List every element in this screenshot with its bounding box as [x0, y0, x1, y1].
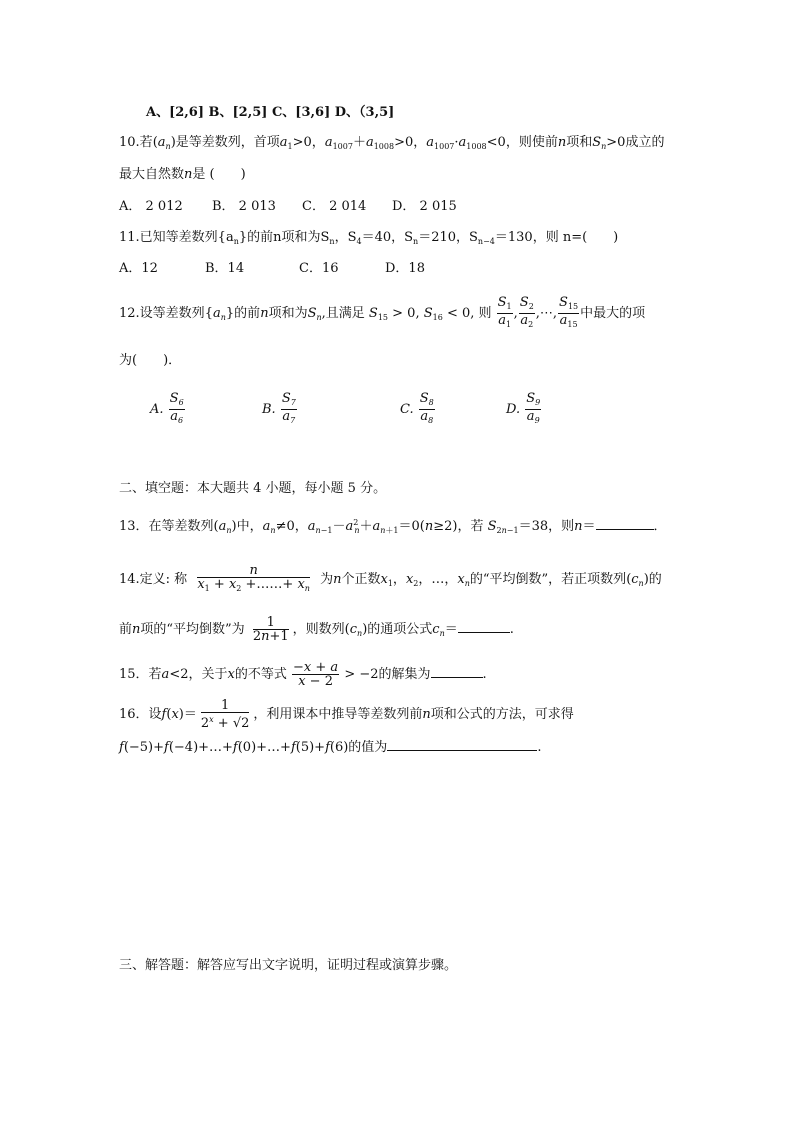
q12-options	[150, 392, 542, 427]
q16-line1: 16．设f(x)＝ $\frac{1}{2^x + √2}$ ，利用课本中推导等差数列前n项和公式的方法，可求得	[119, 698, 574, 731]
q10-options	[119, 199, 457, 215]
section-2-heading: 二、填空题：本大题共 4 小题，每小题 5 分。	[119, 481, 387, 496]
q10-option-b: B． 2 013	[212, 199, 276, 214]
q9-options: A、[2,6] B、[2,5] C、[3,6] D、（3,5]	[146, 105, 395, 120]
q11-option-a: A．12	[119, 261, 158, 276]
q11-option-d: D．18	[385, 261, 425, 276]
q16-line2: f(−5)+f(−4)+…+f(0)+…+f(5)+f(6)的值为 .	[119, 740, 542, 755]
q14-line2: 前n项的“平均倒数”为 $\frac{1}{2n+1}$ ，则数列$(c_n)$的通项公式$c_n=$ .	[119, 615, 514, 644]
q11-option-b: B．14	[205, 261, 245, 276]
q10-option-d: D． 2 015	[392, 199, 457, 214]
q12-option-d: D. $\frac{S_9}{a_9}$	[506, 391, 541, 425]
q13-line: 13．在等差数列$(a_n)$中，$a_n\ne 0$，$a_{n-1}-a^2_n+a_{n+1}=0(n\ge 2)$，若 $S_{2n-1}=38$，则n＝ ．	[119, 518, 667, 535]
q10-line1: 10.若$(a_n)$是等差数列，首项$a_1>0$，$a_{1007}+a_{1008}>0$，$a_{1007}\cdot a_{1008}<0$，则使前n项和$S_n>0$成立的	[119, 135, 665, 151]
q11-line1: 11.已知等差数列$\{a_n\}$的前n项和为$S_n$，$S_4=40$，$S_n=210$，$S_{n-4}=130$，则 n=( )	[119, 230, 619, 246]
q11-option-c: C．16	[299, 261, 339, 276]
q12-option-b: B. $\frac{S_7}{a_7}$	[262, 391, 296, 425]
q14-line1: 14.定义: 称 $\frac{n}{x_1 + x_2 +\dots\dots+ x_n}$ 为n个正数$x_1$，$x_2$，…，$x_n$的“平均倒数”，若正项数列$(c_n)$的	[119, 563, 662, 593]
q12-line1: 12.设等差数列$\{a_n\}$的前n项和为$S_n$,且满足 $S_{15} > 0$, $S_{16} < 0$, 则 $\frac{S_1}{a_1}$ , $\frac{S_2}{a_2}$ ,⋯, $\frac{S_{15}}{a_{15}}$ 中最大的项	[119, 295, 646, 329]
q15-line: 15．若a<2，关于x的不等式 $\frac{-x + a}{x - 2}$ > −2的解集为 .	[119, 660, 487, 689]
q12-option-a: A. $\frac{S_6}{a_6}$	[150, 391, 184, 425]
q10-option-a: A． 2 012	[119, 199, 183, 214]
section-3-heading: 三、解答题：解答应写出文字说明，证明过程或演算步骤。	[119, 958, 458, 973]
q10-option-c: C． 2 014	[302, 199, 367, 214]
q10-line2: 最大自然数n是 ( )	[119, 167, 246, 182]
q11-options	[119, 261, 425, 277]
q12-line2: 为( )．	[119, 353, 182, 368]
q12-option-c: C. $\frac{S_8}{a_8}$	[400, 391, 434, 425]
